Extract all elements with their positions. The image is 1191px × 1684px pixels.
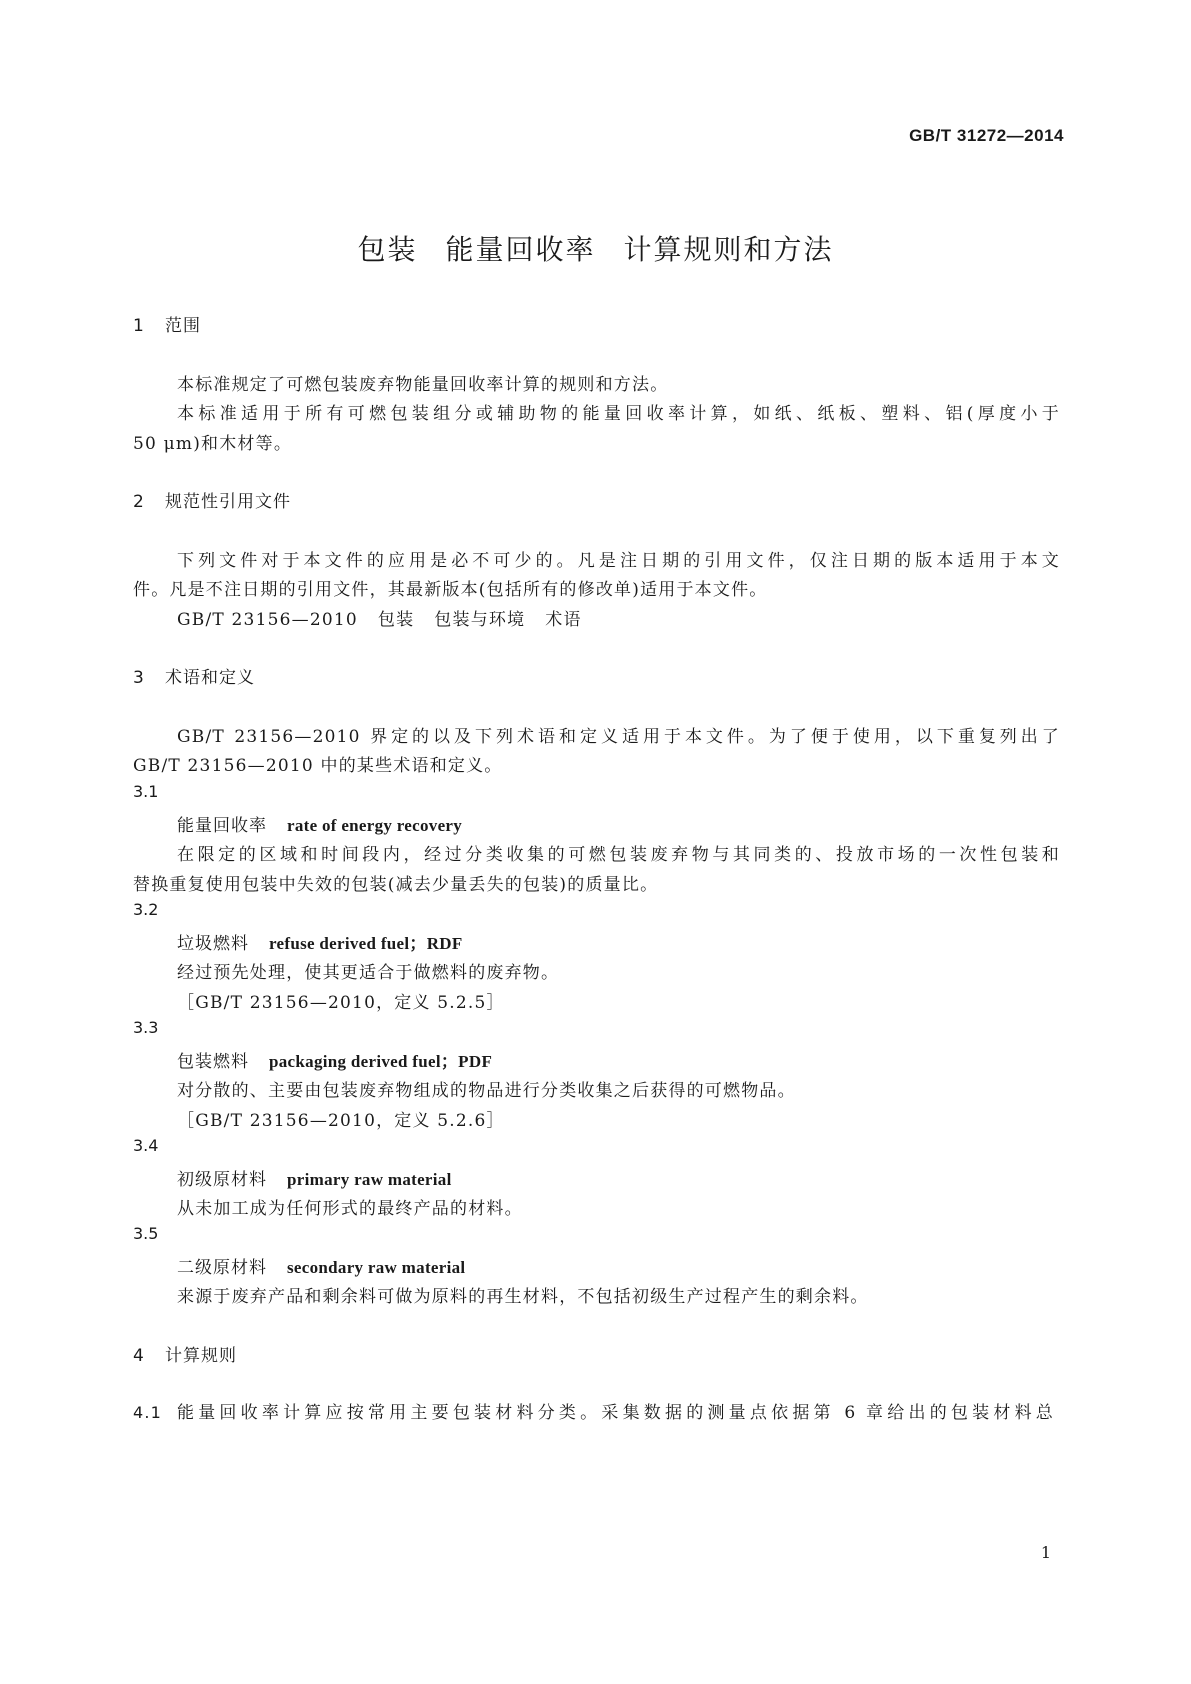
term-3-2-number: 3.2 [133,900,159,919]
term-3-3-cn: 包装燃料 [177,1052,249,1072]
page-number: 1 [1040,1543,1051,1562]
term-3-2-definition: 经过预先处理，使其更适合于做燃料的废弃物。 [177,963,560,983]
term-3-3-number: 3.3 [133,1018,159,1037]
term-3-3-definition: 对分散的、主要由包装废弃物组成的物品进行分类收集之后获得的可燃物品。 [177,1081,796,1101]
term-3-1-number: 3.1 [133,782,159,801]
term-3-3-en: packaging derived fuel；PDF [269,1052,493,1071]
section-1-paragraph-1: 本标准规定了可燃包装废弃物能量回收率计算的规则和方法。 [177,375,669,395]
term-3-1-definition-line-1: 在限定的区域和时间段内，经过分类收集的可燃包装废弃物与其同类的、投放市场的一次性包装和 [177,845,1060,865]
term-3-2-source: ［GB/T 23156—2010，定义 5.2.5］ [177,993,505,1013]
term-3-1-en: rate of energy recovery [287,816,463,835]
term-3-3-source: ［GB/T 23156—2010，定义 5.2.6］ [177,1111,505,1131]
section-1-title: 范围 [165,316,201,336]
subsection-4-1 [133,1398,1054,1423]
title-part-3: 计算规则和方法 [623,233,834,266]
term-3-4-cn: 初级原材料 [177,1170,267,1190]
section-4-number: 4 [133,1346,145,1366]
term-3-4-number: 3.4 [133,1136,159,1155]
term-3-1-title [177,811,462,836]
title-part-2: 能量回收率 [445,233,596,266]
section-2-number: 2 [133,492,145,512]
term-3-4-definition: 从未加工成为任何形式的最终产品的材料。 [177,1199,523,1219]
term-3-5-definition: 来源于废弃产品和剩余料可做为原料的再生材料，不包括初级生产过程产生的剩余料。 [177,1287,869,1307]
term-3-5-title [177,1253,465,1278]
term-3-3-title [177,1047,492,1072]
reference-title-part-c: 术语 [545,610,582,630]
section-1-paragraph-2-line-1: 本标准适用于所有可燃包装组分或辅助物的能量回收率计算，如纸、纸板、塑料、铝(厚度小于 [177,404,1060,424]
term-3-4-en: primary raw material [287,1170,452,1189]
term-3-5-number: 3.5 [133,1224,159,1243]
section-1-number: 1 [133,316,145,336]
standard-number: GB/T 31272—2014 [909,126,1064,145]
term-3-2-en: refuse derived fuel；RDF [269,934,463,953]
section-4-heading [133,1341,237,1366]
term-3-4-title [177,1165,452,1190]
section-4-title: 计算规则 [165,1346,237,1366]
subsection-4-1-text: 能量回收率计算应按常用主要包装材料分类。采集数据的测量点依据第 6 章给出的包装材料总 [177,1403,1054,1423]
term-3-5-en: secondary raw material [287,1258,466,1277]
section-2-heading [133,487,291,512]
section-2-title: 规范性引用文件 [165,492,291,512]
document-title [0,228,1191,268]
reference-code: GB/T 23156—2010 [177,610,358,630]
term-3-1-definition-line-2: 替换重复使用包装中失效的包装(减去少量丢失的包装)的质量比。 [133,875,659,895]
section-2-paragraph-line-2: 件。凡是不注日期的引用文件，其最新版本(包括所有的修改单)适用于本文件。 [133,580,768,600]
section-3-heading [133,663,255,688]
section-1-paragraph-2-line-2: 50 μm)和木材等。 [133,434,293,454]
term-3-2-cn: 垃圾燃料 [177,934,249,954]
title-part-1: 包装 [357,233,418,266]
section-2-paragraph-line-1: 下列文件对于本文件的应用是必不可少的。凡是注日期的引用文件，仅注日期的版本适用于本文 [177,551,1060,571]
term-3-1-cn: 能量回收率 [177,816,267,836]
subsection-4-1-number: 4.1 [133,1403,163,1422]
term-3-2-title [177,929,463,954]
reference-title-part-b: 包装与环境 [434,610,526,630]
section-3-title: 术语和定义 [165,668,255,688]
term-3-5-cn: 二级原材料 [177,1258,267,1278]
section-3-number: 3 [133,668,145,688]
section-3-intro-line-2: GB/T 23156—2010 中的某些术语和定义。 [133,756,503,776]
reference-title-part-a: 包装 [377,610,415,630]
normative-reference [177,605,582,630]
section-1-heading [133,311,201,336]
section-3-intro-line-1: GB/T 23156—2010 界定的以及下列术语和定义适用于本文件。为了便于使用，以下重复列出了 [177,727,1060,747]
